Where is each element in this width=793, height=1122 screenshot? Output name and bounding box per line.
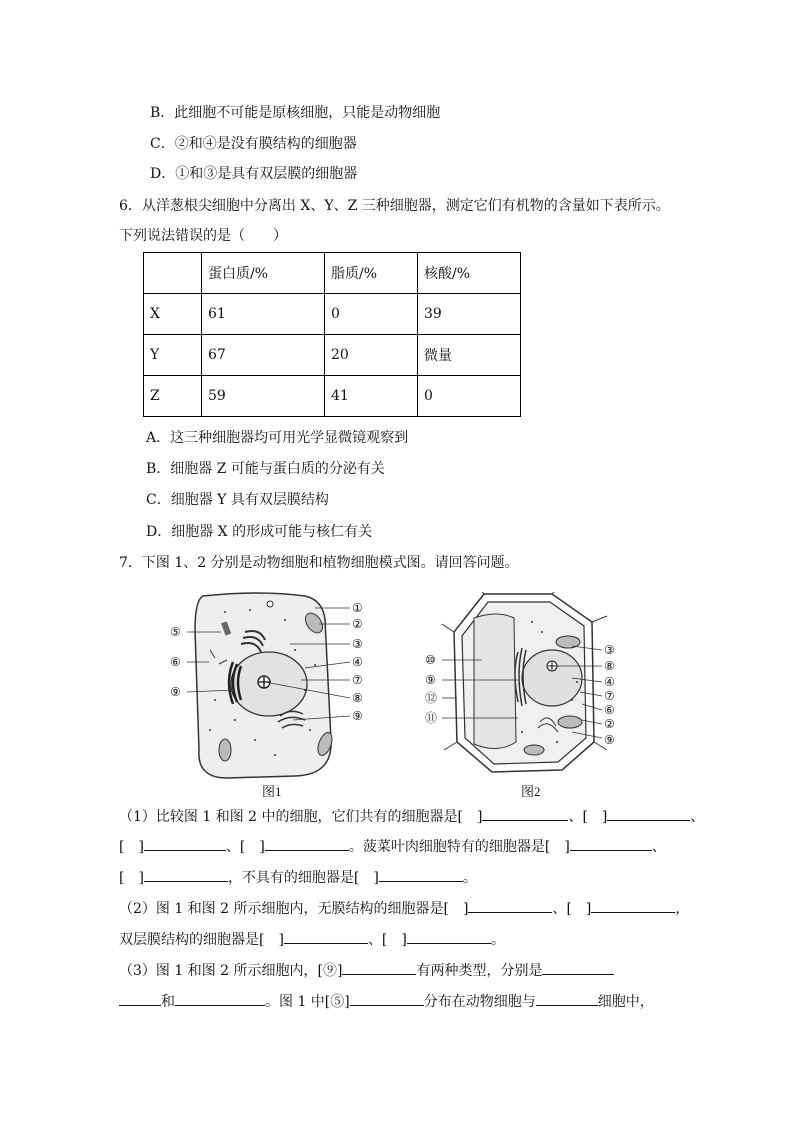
answer-blank[interactable]: [144, 866, 228, 882]
plant-cell-figure: [422, 592, 627, 774]
text-span: 双层膜结构的细胞器是[ ]: [119, 932, 284, 948]
table-cell: 脂质/%: [325, 253, 418, 294]
q5-option-b: B．此细胞不可能是原核细胞，只能是动物细胞: [150, 105, 441, 121]
fig1-label: ③: [352, 637, 363, 651]
fig2-label: ⑫: [425, 691, 438, 705]
q5-option-d: D．①和③是具有双层膜的细胞器: [150, 166, 358, 182]
answer-blank[interactable]: [607, 805, 690, 821]
text-span: （1）比较图 1 和图 2 中的细胞，它们共有的细胞器是[ ]: [119, 809, 483, 825]
answer-blank[interactable]: [284, 928, 368, 944]
table-cell: 67: [202, 335, 325, 376]
answer-blank[interactable]: [175, 990, 265, 1006]
text-span: ，: [675, 901, 690, 917]
answer-blank[interactable]: [542, 959, 614, 975]
q7-part1-line3: [119, 866, 477, 888]
text-span: （2）图 1 和图 2 所示细胞内，无膜结构的细胞器是[ ]: [119, 901, 469, 917]
text-span: 和: [161, 994, 175, 1010]
text-span: 。: [462, 870, 477, 886]
table-cell: 0: [418, 376, 521, 417]
fig2-label: ⑪: [425, 711, 438, 725]
fig1-label: ①: [352, 601, 363, 615]
fig1-label: ⑦: [352, 673, 363, 687]
answer-blank[interactable]: [482, 805, 568, 821]
answer-blank[interactable]: [350, 990, 424, 1006]
answer-blank[interactable]: [591, 897, 675, 913]
text-span: 、: [651, 839, 666, 855]
fig2-label: ②: [604, 717, 615, 731]
table-cell: 微量: [418, 335, 521, 376]
table-row: [144, 376, 521, 417]
text-span: 。菠菜叶肉细胞特有的细胞器是[ ]: [348, 839, 570, 855]
answer-blank[interactable]: [536, 990, 598, 1006]
fig2-caption: 图2: [521, 784, 541, 799]
fig1-label: ⑤: [170, 625, 181, 639]
table-cell: Z: [144, 376, 202, 417]
q6-option-d: D．细胞器 X 的形成可能与核仁有关: [146, 524, 373, 540]
fig1-label: ④: [352, 655, 363, 669]
q5-option-c: C．②和④是没有膜结构的细胞器: [150, 136, 357, 152]
fig1-label: ②: [352, 617, 363, 631]
table-cell: Y: [144, 335, 202, 376]
table-header-row: [144, 253, 521, 294]
q7-stem: 7．下图 1、2 分别是动物细胞和植物细胞模式图。请回答问题。: [119, 555, 519, 571]
text-span: [ ]: [119, 870, 144, 886]
fig2-label: ④: [604, 675, 615, 689]
q7-part1-line2: [119, 835, 666, 857]
text-span: 分布在动物细胞与: [423, 994, 536, 1010]
q6-option-a: A．这三种细胞器均可用光学显微镜观察到: [146, 430, 409, 446]
text-span: 细胞中，: [597, 994, 654, 1010]
text-span: [ ]: [119, 839, 144, 855]
text-span: 。: [490, 932, 505, 948]
q6-option-b: B．细胞器 Z 可能与蛋白质的分泌有关: [146, 461, 385, 477]
table-row: [144, 335, 521, 376]
text-span: ，不具有的细胞器是[ ]: [227, 870, 379, 886]
fig1-caption: 图1: [262, 784, 282, 799]
answer-blank[interactable]: [265, 835, 349, 851]
fig1-label: ⑧: [352, 691, 363, 705]
organelle-table: [143, 252, 521, 417]
answer-blank[interactable]: [407, 928, 491, 944]
q6-stem-line2: 下列说法错误的是（ ）: [119, 228, 287, 244]
table-row: [144, 294, 521, 335]
text-span: 、[ ]: [367, 932, 407, 948]
fig2-label: ⑧: [604, 659, 615, 673]
answer-blank[interactable]: [468, 897, 552, 913]
answer-blank[interactable]: [342, 959, 416, 975]
text-span: 有两种类型，分别是: [416, 963, 543, 979]
q6-option-c: C．细胞器 Y 具有双层膜结构: [146, 492, 329, 508]
fig2-label: ⑨: [604, 733, 615, 747]
q7-part3-line1: [119, 959, 614, 981]
table-cell: 41: [325, 376, 418, 417]
table-cell: [144, 253, 202, 294]
q6-stem-line1: 6．从洋葱根尖细胞中分离出 X、Y、Z 三种细胞器，测定它们有机物的含量如下表所示。: [119, 198, 670, 214]
q7-part1-line1: [119, 805, 704, 827]
answer-blank[interactable]: [379, 866, 463, 882]
answer-blank[interactable]: [119, 990, 161, 1006]
fig1-label: ⑨: [170, 685, 181, 699]
q7-part2-line2: [119, 928, 505, 950]
text-span: （3）图 1 和图 2 所示细胞内，[⑨]: [119, 963, 343, 979]
table-cell: 61: [202, 294, 325, 335]
answer-blank[interactable]: [144, 835, 226, 851]
fig1-label: ⑨: [352, 709, 363, 723]
text-span: 、[ ]: [552, 901, 592, 917]
fig2-label: ⑩: [425, 653, 436, 667]
q7-part3-line2: [119, 990, 654, 1012]
table-cell: 59: [202, 376, 325, 417]
fig1-label: ⑥: [170, 655, 181, 669]
text-span: 、: [690, 809, 705, 825]
table-cell: 20: [325, 335, 418, 376]
table-cell: 0: [325, 294, 418, 335]
table-cell: 蛋白质/%: [202, 253, 325, 294]
fig2-label: ③: [604, 643, 615, 657]
table-cell: X: [144, 294, 202, 335]
table-cell: 39: [418, 294, 521, 335]
text-span: 。图 1 中[⑤]: [265, 994, 350, 1010]
fig2-label: ⑨: [425, 673, 436, 687]
fig2-label: ⑦: [604, 689, 615, 703]
animal-cell-figure: [165, 590, 380, 782]
q7-part2-line1: [119, 897, 689, 919]
answer-blank[interactable]: [570, 835, 652, 851]
table-cell: 核酸/%: [418, 253, 521, 294]
text-span: 、[ ]: [225, 839, 265, 855]
text-span: 、[ ]: [568, 809, 608, 825]
fig2-label: ⑥: [604, 703, 615, 717]
